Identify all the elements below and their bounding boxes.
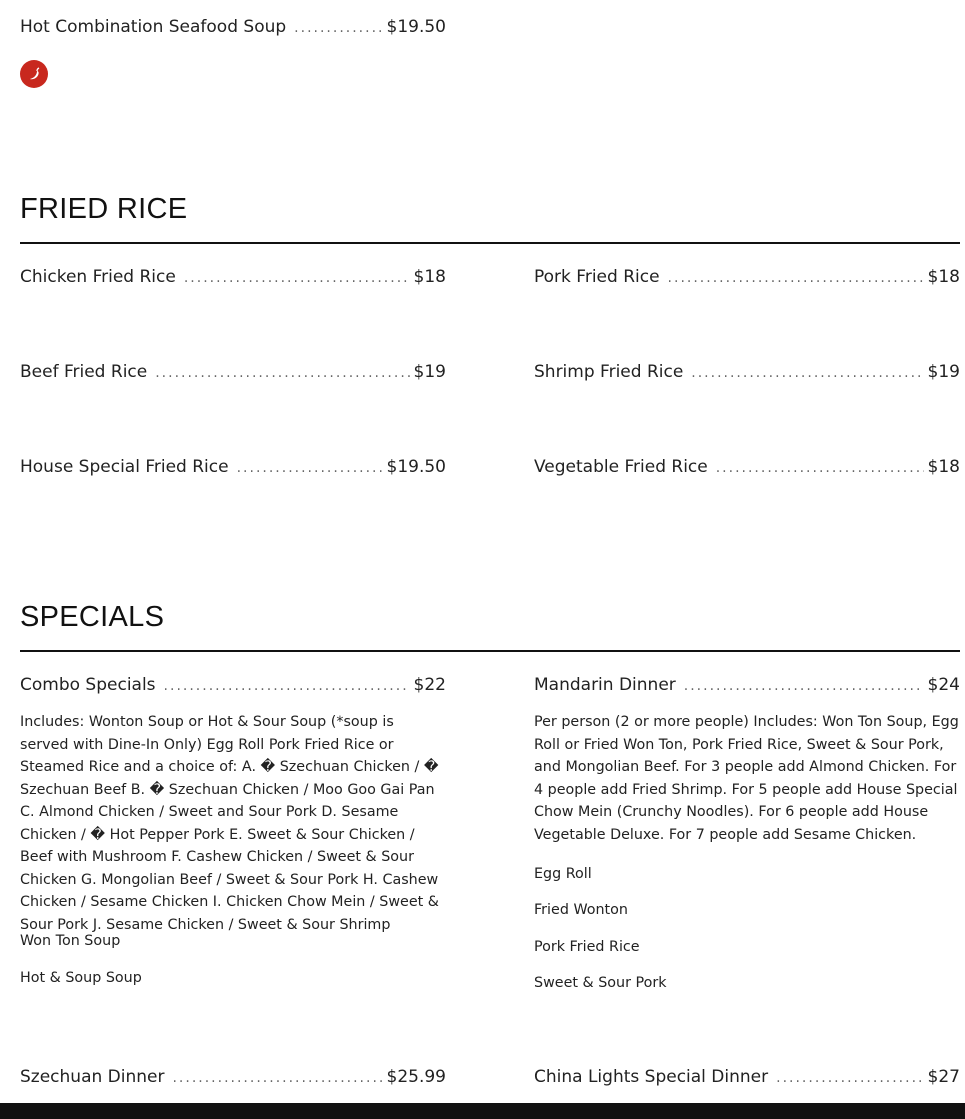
dot-leader [237, 460, 383, 476]
item-price: $18 [413, 267, 446, 287]
menu-item-pork-fried-rice [534, 267, 960, 287]
menu-item-house-special-fried-rice [20, 457, 446, 477]
dot-leader [668, 270, 924, 286]
menu-item-szechuan-dinner [20, 1067, 446, 1087]
item-price: $22 [413, 675, 446, 695]
dot-leader [684, 678, 924, 694]
item-name: Hot Combination Seafood Soup [20, 17, 287, 37]
item-price: $19.50 [386, 17, 446, 37]
section-divider [20, 242, 960, 244]
item-name: Mandarin Dinner [534, 675, 676, 695]
item-price: $18 [927, 267, 960, 287]
dot-leader [164, 678, 410, 694]
dot-leader [184, 270, 410, 286]
dot-leader [294, 20, 382, 36]
item-price: $19.50 [386, 457, 446, 477]
item-description: Includes: Wonton Soup or Hot & Sour Soup (*soup is served with Dine-In Only) Egg Roll Pork Fried Rice or Steamed Rice and a choice of: A. � Szechuan Chicken / � Szechuan Beef B. � Szechuan Chicken / Moo Goo Gai Pan C. Almond Chicken / Sweet and Sour Pork D. Sesame Chicken / � Hot Pepper Pork E. Sweet & Sour Chicken / Beef with Mushroom F. Cashew Chicken / Sweet & Sour Chicken G. Mongolian Beef / Sweet & Sour Pork H. Cashew Chicken / Sesame Chicken I. Chicken Chow Mein / Sweet & Sour Pork J. Sesame Chicken / Sweet & Sour Shrimp [20, 714, 439, 933]
item-name: Szechuan Dinner [20, 1067, 165, 1087]
sub-item: Hot & Soup Soup [20, 970, 142, 986]
item-name: China Lights Special Dinner [534, 1067, 769, 1087]
item-price: $18 [927, 457, 960, 477]
item-price: $25.99 [386, 1067, 446, 1087]
sub-item: Egg Roll [534, 866, 592, 882]
menu-item-vegetable-fried-rice [534, 457, 960, 477]
bottom-bar [0, 1103, 965, 1119]
menu-item-mandarin-dinner [534, 675, 960, 695]
item-name: Beef Fried Rice [20, 362, 148, 382]
item-name: House Special Fried Rice [20, 457, 229, 477]
sub-item: Pork Fried Rice [534, 939, 640, 955]
menu-item-china-lights-special-dinner [534, 1067, 960, 1087]
item-price: $19 [927, 362, 960, 382]
item-name: Combo Specials [20, 675, 156, 695]
chili-pepper-icon [20, 60, 48, 88]
dot-leader [155, 365, 409, 381]
menu-item-hot-combination-seafood-soup [20, 17, 446, 37]
sub-item: Sweet & Sour Pork [534, 975, 667, 991]
item-description: Per person (2 or more people) Includes: Won Ton Soup, Egg Roll or Fried Won Ton, Pork Fried Rice, Sweet & Sour Pork, and Mongolian Beef. For 3 people add Almond Chicken. For 4 people add Fried Shrimp. For 5 people add House Special Chow Mein (Crunchy Noodles). For 6 people add House Vegetable Deluxe. For 7 people add Sesame Chicken. [534, 714, 959, 843]
menu-item-shrimp-fried-rice [534, 362, 960, 382]
dot-leader [776, 1070, 923, 1086]
item-name: Shrimp Fried Rice [534, 362, 684, 382]
dot-leader [172, 1070, 382, 1086]
dot-leader [716, 460, 924, 476]
sub-item: Fried Wonton [534, 902, 628, 918]
menu-item-combo-specials [20, 675, 446, 695]
item-name: Pork Fried Rice [534, 267, 660, 287]
item-price: $27 [927, 1067, 960, 1087]
item-name: Vegetable Fried Rice [534, 457, 708, 477]
section-divider [20, 650, 960, 652]
menu-item-beef-fried-rice [20, 362, 446, 382]
section-title-specials: SPECIALS [20, 601, 165, 633]
menu-item-chicken-fried-rice [20, 267, 446, 287]
sub-item: Won Ton Soup [20, 933, 121, 949]
item-name: Chicken Fried Rice [20, 267, 176, 287]
dot-leader [691, 365, 923, 381]
section-title-fried-rice: FRIED RICE [20, 193, 188, 225]
item-price: $24 [927, 675, 960, 695]
item-price: $19 [413, 362, 446, 382]
